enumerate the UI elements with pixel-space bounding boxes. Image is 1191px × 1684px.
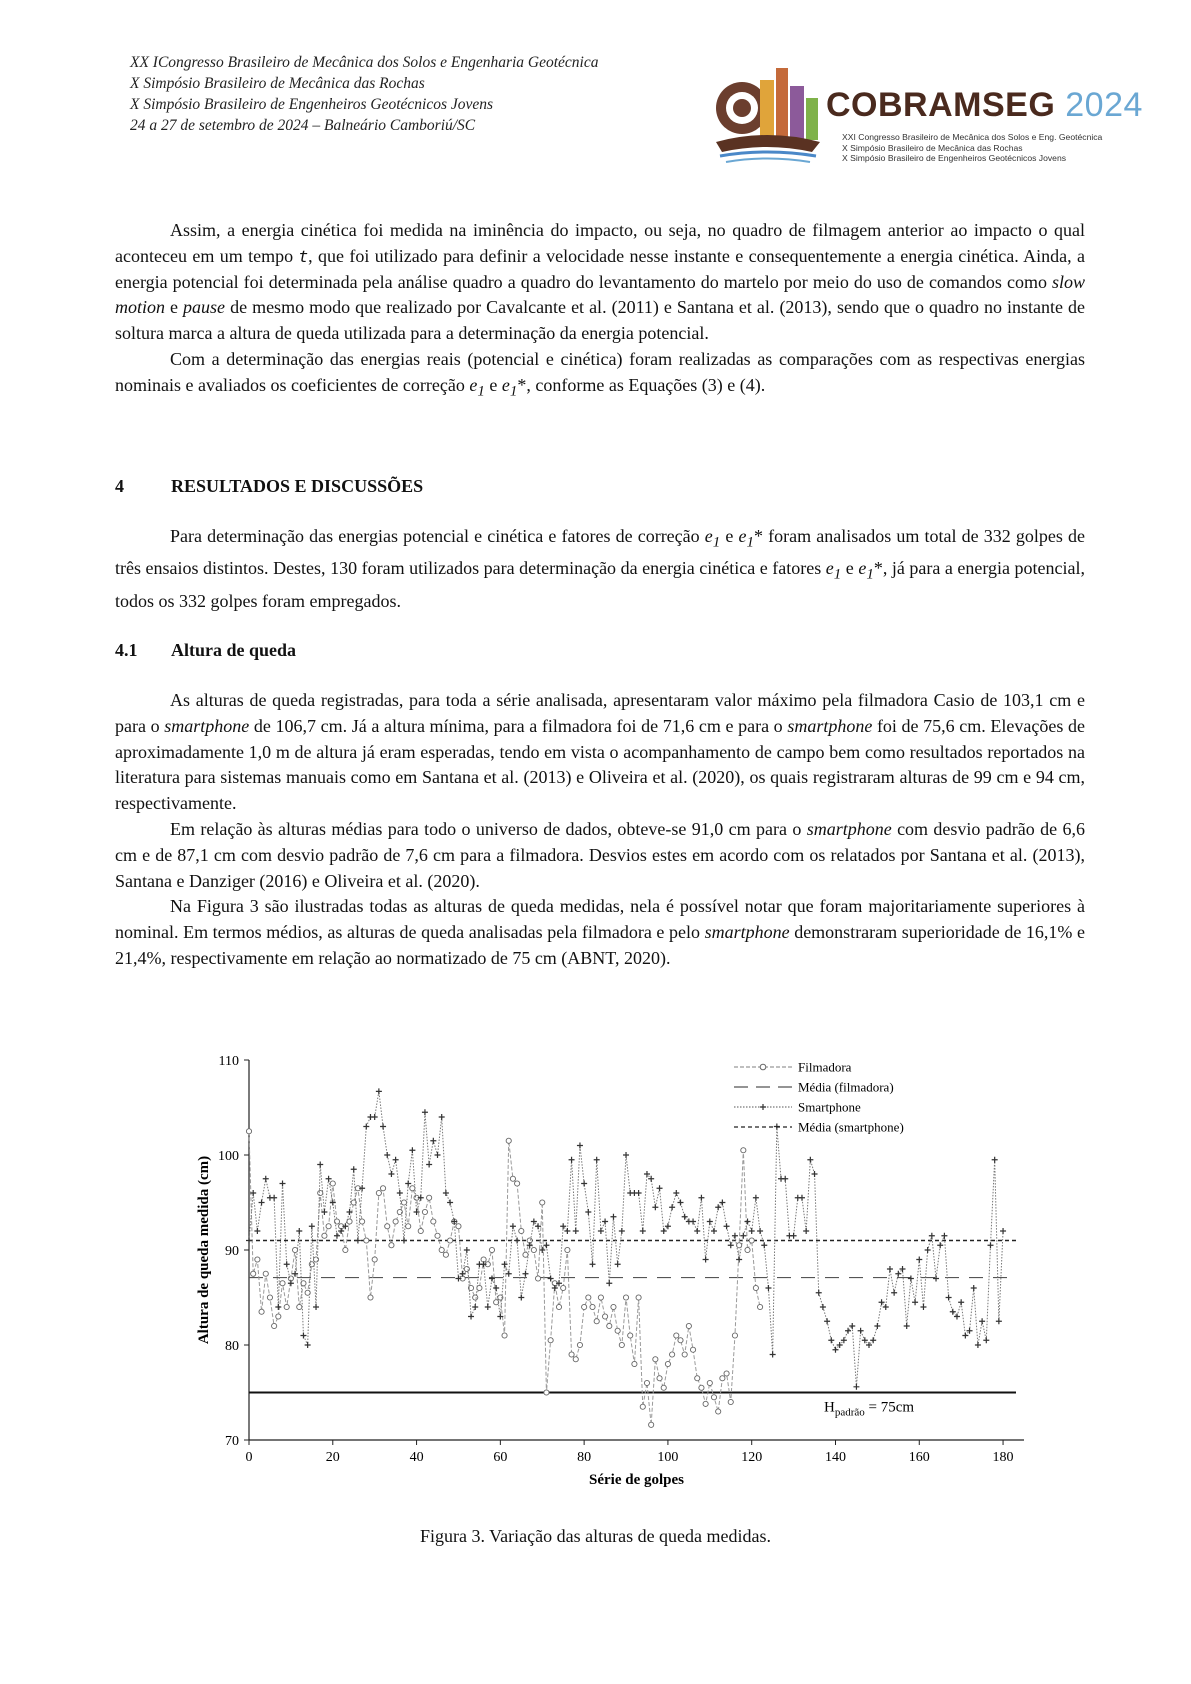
data-point <box>300 1333 306 1339</box>
paragraph: Para determinação das energias potencial e cinética e fatores de correção $e_1$ e $e_1*$ foram analisados um total de 332 golpes de três ensaios distintos. Destes, 130 foram utilizados para determinação da energia cinética e fatores $e_1$ e $e_1*$, já para a energia potencial, todos os 332 golpes foram empregados. <box>115 526 1085 611</box>
section-heading: 4 RESULTADOS E DISCUSSÕES <box>115 476 424 496</box>
data-point <box>698 1195 704 1201</box>
data-point <box>389 1243 394 1248</box>
data-point <box>677 1200 683 1206</box>
data-point <box>694 1228 700 1234</box>
data-point <box>749 1238 754 1243</box>
data-point <box>879 1299 885 1305</box>
x-tick-label: 160 <box>908 1450 930 1465</box>
data-point <box>611 1304 616 1309</box>
paragraph: Na Figura 3 são ilustradas todas as alturas de queda medidas, nela é possível notar que foram majoritariamente superiores à nominal. Em termos médios, as alturas de queda analisadas pela filmadora e pelo smartphone demonstraram superioridade de 16,1% e 21,4%, respectivamente em relação ao normatizado de 75 cm (ABNT, 2020). <box>115 896 1085 968</box>
data-point <box>870 1337 876 1343</box>
data-point <box>456 1224 461 1229</box>
data-point <box>933 1276 939 1282</box>
paragraph: As alturas de queda registradas, para toda a série analisada, apresentaram valor máximo pela filmadora Casio de 103,1 cm e para o smartphone de 106,7 cm. Já a altura mínima, para a filmadora foi de 71,6 cm e para o smartphone foi de 75,6 cm. Elevações de aproximadamente 1,0 m de altura já eram esperadas, tendo em vista o acompanhamento de campo bem como resultados reportados na literatura para sistemas manuais como em Santana et al. (2013) e Oliveira et al. (2020), os quais registraram alturas de 99 cm e 94 cm, respectivamente. <box>115 690 1085 814</box>
data-point <box>276 1314 281 1319</box>
data-point <box>828 1337 834 1343</box>
data-point <box>573 1228 579 1234</box>
data-point <box>623 1295 628 1300</box>
data-point <box>950 1309 956 1315</box>
data-point <box>673 1190 679 1196</box>
data-point <box>820 1304 826 1310</box>
data-point <box>958 1299 964 1305</box>
data-point <box>317 1162 323 1168</box>
body-section-intro <box>115 218 1085 405</box>
data-point <box>661 1385 666 1390</box>
data-point <box>372 1114 378 1120</box>
body-section-results <box>115 524 1085 615</box>
data-point <box>791 1233 797 1239</box>
data-point <box>522 1271 528 1277</box>
data-point <box>510 1223 516 1229</box>
data-point <box>770 1352 776 1358</box>
y-tick-label: 70 <box>225 1434 239 1449</box>
data-point <box>987 1242 993 1248</box>
data-point <box>275 1304 281 1310</box>
data-point <box>799 1195 805 1201</box>
data-point <box>296 1228 302 1234</box>
data-point <box>640 1228 646 1234</box>
x-tick-label: 0 <box>245 1450 253 1465</box>
data-point <box>422 1209 427 1214</box>
data-point <box>543 1242 549 1248</box>
data-point <box>313 1304 319 1310</box>
data-point <box>284 1261 290 1267</box>
data-point <box>368 1295 373 1300</box>
legend-marker <box>760 1104 766 1110</box>
data-point <box>418 1228 423 1233</box>
data-point <box>874 1323 880 1329</box>
data-point <box>464 1247 470 1253</box>
figure-caption: Figura 3. Variação das alturas de queda medidas. <box>419 1526 772 1546</box>
data-point <box>251 1271 256 1276</box>
legend-label: Média (filmadora) <box>798 1079 894 1095</box>
data-point <box>447 1238 452 1243</box>
y-axis-label: Altura de queda medida (cm) <box>196 1155 212 1345</box>
data-point <box>464 1266 469 1271</box>
data-point <box>380 1186 385 1191</box>
subsection-heading: 4.1 Altura de queda <box>115 640 297 660</box>
data-point <box>556 1304 561 1309</box>
data-point <box>447 1200 453 1206</box>
data-point <box>384 1152 390 1158</box>
data-point <box>594 1157 600 1163</box>
data-point <box>745 1219 751 1225</box>
data-point <box>535 1276 540 1281</box>
data-point <box>895 1271 901 1277</box>
data-point <box>427 1195 432 1200</box>
y-tick-label: 110 <box>218 1054 239 1069</box>
data-point <box>782 1176 788 1182</box>
data-point <box>610 1214 616 1220</box>
data-point <box>623 1152 629 1158</box>
legend-marker <box>760 1064 766 1070</box>
data-point <box>255 1257 260 1262</box>
data-point <box>853 1384 859 1390</box>
data-point <box>431 1219 436 1224</box>
data-point <box>745 1247 750 1252</box>
data-point <box>619 1228 625 1234</box>
data-point <box>652 1204 658 1210</box>
series-line <box>249 1091 1003 1386</box>
header-line: X Simpósio Brasileiro de Mecânica das Rochas <box>130 75 425 92</box>
data-point <box>439 1247 444 1252</box>
data-point <box>741 1148 746 1153</box>
legend-label: Filmadora <box>798 1059 852 1075</box>
data-point <box>640 1404 645 1409</box>
x-tick-label: 60 <box>493 1450 508 1465</box>
y-tick-label: 80 <box>225 1339 239 1354</box>
data-point <box>426 1162 432 1168</box>
data-point <box>954 1314 960 1320</box>
logo-subtitle: XXI Congresso Brasileiro de Mecânica dos Solos e Eng. Geotécnica X Simpósio Brasileiro de Mecânica das Rochas X Simpósio Brasileiro de Engenheiros Geotécnicos Jovens <box>842 132 1103 163</box>
data-point <box>355 1238 361 1244</box>
data-point <box>690 1347 695 1352</box>
data-point <box>322 1233 327 1238</box>
data-point <box>724 1371 729 1376</box>
data-point <box>670 1352 675 1357</box>
data-point <box>740 1233 746 1239</box>
data-point <box>518 1295 524 1301</box>
data-point <box>912 1299 918 1305</box>
data-point <box>472 1304 478 1310</box>
data-point <box>372 1257 377 1262</box>
data-point <box>460 1271 466 1277</box>
data-point <box>397 1190 403 1196</box>
data-point <box>271 1195 277 1201</box>
data-point <box>883 1304 889 1310</box>
data-point <box>674 1333 679 1338</box>
data-point <box>661 1228 667 1234</box>
data-point <box>468 1314 474 1320</box>
data-point <box>548 1338 553 1343</box>
data-point <box>690 1219 696 1225</box>
data-point <box>573 1357 578 1362</box>
data-point <box>602 1219 608 1225</box>
data-point <box>761 1242 767 1248</box>
data-point <box>665 1223 671 1229</box>
data-point <box>858 1328 864 1334</box>
conference-header <box>130 52 730 136</box>
data-point <box>615 1328 620 1333</box>
data-point <box>916 1257 922 1263</box>
data-point <box>430 1138 436 1144</box>
data-point <box>695 1376 700 1381</box>
data-point <box>435 1152 441 1158</box>
data-point <box>330 1181 335 1186</box>
data-point <box>401 1238 407 1244</box>
data-point <box>540 1200 545 1205</box>
data-point <box>887 1266 893 1272</box>
data-point <box>585 1209 591 1215</box>
data-point <box>376 1088 382 1094</box>
data-point <box>807 1157 813 1163</box>
data-point <box>716 1409 721 1414</box>
x-axis-label: Série de golpes <box>589 1472 684 1488</box>
data-point <box>598 1228 604 1234</box>
data-point <box>707 1380 712 1385</box>
data-point <box>946 1295 952 1301</box>
logo-emblem-icon <box>712 58 822 166</box>
data-point <box>765 1285 771 1291</box>
data-point <box>406 1224 411 1229</box>
data-point <box>1000 1228 1006 1234</box>
h-padrao-label: $H_{padrão} = 75cm$ <box>824 1399 915 1419</box>
paragraph: Com a determinação das energias reais (potencial e cinética) foram realizadas as comparações com as respectivas energias nominais e avaliados os coeficientes de correção $e_1$ e $e_1*$, conforme as Equações (3) e (4). <box>115 348 1085 400</box>
data-point <box>305 1342 311 1348</box>
data-point <box>678 1338 683 1343</box>
y-tick-label: 100 <box>218 1149 239 1164</box>
data-point <box>657 1185 663 1191</box>
data-point <box>334 1233 340 1239</box>
data-point <box>380 1124 386 1130</box>
data-point <box>891 1290 897 1296</box>
data-point <box>259 1309 264 1314</box>
header-line: XX ICongresso Brasileiro de Mecânica dos Solos e Engenharia Geotécnica <box>130 54 599 71</box>
data-point <box>962 1333 968 1339</box>
data-point <box>385 1224 390 1229</box>
data-point <box>376 1190 381 1195</box>
data-point <box>653 1357 658 1362</box>
data-point <box>657 1376 662 1381</box>
x-tick-label: 40 <box>409 1450 424 1465</box>
data-point <box>803 1228 809 1234</box>
header-line: X Simpósio Brasileiro de Engenheiros Geotécnicos Jovens <box>130 96 494 113</box>
data-point <box>582 1304 587 1309</box>
data-point <box>920 1304 926 1310</box>
data-point <box>736 1257 742 1263</box>
data-point <box>351 1166 357 1172</box>
data-point <box>908 1276 914 1282</box>
data-point <box>636 1190 642 1196</box>
data-point <box>732 1233 738 1239</box>
header-line: 24 a 27 de setembro de 2024 – Balneário Camboriú/SC <box>130 117 476 134</box>
data-point <box>590 1261 596 1267</box>
data-point <box>720 1376 725 1381</box>
data-point <box>619 1342 624 1347</box>
data-point <box>272 1323 277 1328</box>
data-point <box>992 1157 998 1163</box>
data-point <box>401 1200 406 1205</box>
data-point <box>665 1361 670 1366</box>
data-point <box>523 1252 528 1257</box>
data-point <box>937 1242 943 1248</box>
data-point <box>493 1285 499 1291</box>
data-point <box>996 1318 1002 1324</box>
data-point <box>732 1333 737 1338</box>
data-point <box>280 1181 286 1187</box>
data-point <box>644 1380 649 1385</box>
data-point <box>284 1304 289 1309</box>
data-point <box>594 1319 599 1324</box>
data-point <box>586 1295 591 1300</box>
data-point <box>326 1176 332 1182</box>
data-point <box>443 1252 448 1257</box>
x-tick-label: 80 <box>577 1450 592 1465</box>
data-point <box>715 1204 721 1210</box>
data-point <box>607 1323 612 1328</box>
data-point <box>409 1147 415 1153</box>
data-point <box>615 1261 621 1267</box>
data-point <box>941 1233 947 1239</box>
data-point <box>904 1323 910 1329</box>
data-point <box>259 1200 265 1206</box>
data-point <box>565 1247 570 1252</box>
data-point <box>711 1395 716 1400</box>
data-point <box>757 1228 763 1234</box>
data-point <box>728 1399 733 1404</box>
data-point <box>753 1285 758 1290</box>
data-point <box>925 1247 931 1253</box>
data-point <box>577 1143 583 1149</box>
data-point <box>719 1200 725 1206</box>
legend-label: Média (smartphone) <box>798 1119 904 1135</box>
y-tick-label: 90 <box>225 1244 239 1259</box>
data-point <box>254 1228 260 1234</box>
data-point <box>849 1323 855 1329</box>
data-point <box>598 1295 603 1300</box>
data-point <box>502 1261 508 1267</box>
data-point <box>318 1190 323 1195</box>
x-tick-label: 100 <box>657 1450 679 1465</box>
data-point <box>280 1281 285 1286</box>
data-point <box>707 1219 713 1225</box>
data-point <box>263 1271 268 1276</box>
logo-title: COBRAMSEG 2024 <box>826 86 1143 124</box>
data-point <box>602 1314 607 1319</box>
data-point <box>410 1186 415 1191</box>
data-point <box>669 1204 675 1210</box>
data-point <box>267 1295 272 1300</box>
data-point <box>343 1247 348 1252</box>
data-point <box>812 1171 818 1177</box>
data-point <box>711 1228 717 1234</box>
data-point <box>577 1342 582 1347</box>
chart-svg <box>172 1043 1032 1516</box>
data-point <box>473 1295 478 1300</box>
data-point <box>703 1257 709 1263</box>
data-point <box>422 1109 428 1115</box>
data-point <box>649 1422 654 1427</box>
data-point <box>506 1271 512 1277</box>
data-point <box>979 1318 985 1324</box>
data-point <box>263 1176 269 1182</box>
data-point <box>757 1304 762 1309</box>
data-point <box>632 1361 637 1366</box>
paragraph: Em relação às alturas médias para todo o universo de dados, obteve-se 91,0 cm para o smartphone com desvio padrão de 6,6 cm e de 87,1 cm com desvio padrão de 7,6 cm para a filmadora. Desvios estes em acordo com os relatados por Santana et al. (2013), Santana e Danziger (2016) e Oliveira et al. (2020). <box>115 818 1085 891</box>
data-point <box>363 1124 369 1130</box>
data-point <box>628 1333 633 1338</box>
data-point <box>393 1219 398 1224</box>
data-point <box>832 1347 838 1353</box>
data-point <box>929 1233 935 1239</box>
data-point <box>246 1129 251 1134</box>
data-point <box>297 1304 302 1309</box>
data-point <box>682 1214 688 1220</box>
data-point <box>564 1228 570 1234</box>
data-point <box>544 1390 549 1395</box>
data-point <box>510 1176 515 1181</box>
data-point <box>360 1219 365 1224</box>
data-point <box>364 1238 369 1243</box>
x-tick-label: 140 <box>824 1450 846 1465</box>
data-point <box>485 1304 491 1310</box>
data-point <box>703 1401 708 1406</box>
data-point <box>309 1223 315 1229</box>
legend-label: Smartphone <box>798 1099 861 1115</box>
data-point <box>753 1195 759 1201</box>
data-point <box>569 1352 574 1357</box>
figure-3-chart <box>172 1043 1032 1516</box>
data-point <box>975 1342 981 1348</box>
data-point <box>581 1181 587 1187</box>
data-point <box>519 1228 524 1233</box>
data-point <box>971 1285 977 1291</box>
data-point <box>699 1385 704 1390</box>
data-point <box>816 1290 822 1296</box>
cobramseg-logo <box>712 58 1143 166</box>
data-point <box>728 1242 734 1248</box>
data-point <box>288 1280 294 1286</box>
data-point <box>824 1318 830 1324</box>
data-point <box>590 1304 595 1309</box>
data-point <box>686 1323 691 1328</box>
data-point <box>439 1114 445 1120</box>
data-point <box>435 1233 440 1238</box>
data-point <box>405 1181 411 1187</box>
data-point <box>636 1295 641 1300</box>
x-tick-label: 120 <box>741 1450 763 1465</box>
data-point <box>515 1181 520 1186</box>
data-point <box>845 1328 851 1334</box>
data-point <box>531 1247 536 1252</box>
data-point <box>561 1285 566 1290</box>
body-section-altura <box>115 688 1085 972</box>
data-point <box>724 1223 730 1229</box>
data-point <box>326 1224 331 1229</box>
data-point <box>749 1228 755 1234</box>
data-point <box>606 1280 612 1286</box>
data-point <box>548 1276 554 1282</box>
data-point <box>338 1228 344 1234</box>
x-tick-label: 20 <box>325 1450 340 1465</box>
data-point <box>489 1247 494 1252</box>
x-tick-label: 180 <box>992 1450 1014 1465</box>
data-point <box>569 1157 575 1163</box>
data-point <box>502 1333 507 1338</box>
data-point <box>443 1190 449 1196</box>
data-point <box>514 1238 520 1244</box>
data-point <box>388 1171 394 1177</box>
data-point <box>535 1223 541 1229</box>
data-point <box>393 1157 399 1163</box>
data-point <box>246 1238 252 1244</box>
data-point <box>983 1337 989 1343</box>
paragraph: Assim, a energia cinética foi medida na iminência do impacto, ou seja, no quadro de filmagem anterior ao impacto o qual aconteceu em um tempo t, que foi utilizado para definir a velocidade nesse instante e consequentemente a energia cinética. Ainda, a energia potencial foi determinada pela análise quadro a quadro do levantamento do martelo por meio do uso de comandos como slow motion e pause de mesmo modo que realizado por Cavalcante et al. (2011) e Santana et al. (2013), sendo que o quadro no instante de soltura marca a altura de queda utilizada para a determinação da energia potencial. <box>115 220 1085 344</box>
data-point <box>506 1138 511 1143</box>
data-point <box>682 1352 687 1357</box>
